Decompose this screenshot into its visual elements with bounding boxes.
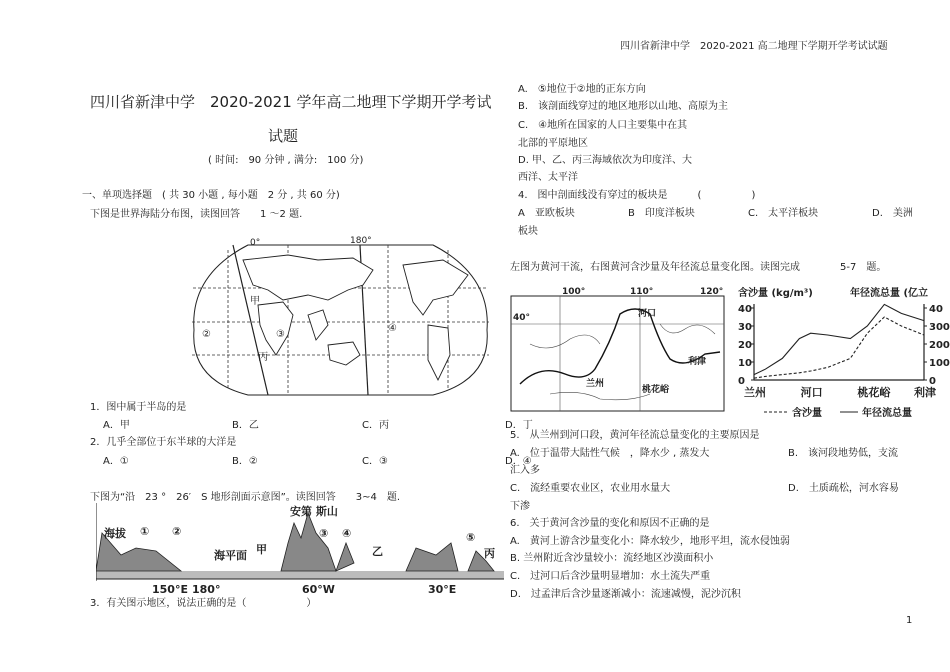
- sediment-runoff-chart: [728, 284, 950, 422]
- legend-sand: 含沙量: [792, 408, 822, 419]
- q1-opt-c: C．丙: [362, 420, 389, 431]
- page-number: 1: [906, 615, 913, 626]
- river-lon120: 120°: [700, 287, 724, 297]
- q3-opt-d: D. 甲、乙、丙三海域依次为印度洋、大: [518, 155, 693, 166]
- profile-lon60: 60°W: [302, 583, 335, 596]
- q1-opt-a: A．甲: [103, 420, 130, 431]
- map-jia: 甲: [250, 296, 260, 307]
- q2-stem: 2．几乎全部位于东半球的大洋是: [90, 437, 237, 448]
- q4-opt-d-cont: 板块: [518, 226, 538, 237]
- exam-time-info: ( 时间: 90 分钟 , 满分: 100 分): [208, 155, 364, 166]
- q5-stem: 5. 从兰州到河口段，黄河年径流总量变化的主要原因是: [510, 430, 760, 441]
- doc-title: 四川省新津中学 2020-2021 学年高二地理下学期开学考试: [90, 93, 492, 111]
- river-lijin: 利津: [688, 357, 707, 367]
- q4-opt-c: C. 太平洋板块: [748, 208, 819, 219]
- chart-category-label: 兰州: [744, 386, 766, 399]
- map-c4: ④: [388, 323, 397, 334]
- intro-q5-7: 左图为黄河干流，右图黄河含沙量及年径流总量变化图。读图完成 5-7 题。: [510, 262, 887, 273]
- profile-lon150: 150°E: [152, 583, 188, 596]
- river-lat40: 40°: [513, 313, 531, 323]
- profile-haiba: 海拔: [104, 527, 126, 540]
- chart-left-title: 含沙量 (kg/m³): [738, 288, 813, 299]
- q6-stem: 6. 关于黄河含沙量的变化和原因不正确的是: [510, 518, 710, 529]
- chart-left-tick-label: 30: [738, 322, 752, 333]
- series-runoff-line: [754, 304, 924, 374]
- q4-stem: 4. 图中剖面线没有穿过的板块是 ( ): [518, 190, 756, 201]
- world-map-figure: [188, 230, 493, 400]
- doc-title-cont: 试题: [268, 127, 299, 145]
- q4-opt-b: B 印度洋板块: [628, 208, 695, 219]
- profile-haipingmian: 海平面: [214, 549, 247, 562]
- q3-stem: 3．有关图示地区，说法正确的是（ ）: [90, 598, 317, 609]
- map-c3: ③: [276, 329, 285, 340]
- river-lanzhou: 兰州: [586, 379, 605, 389]
- terrain-profile-figure: [96, 503, 504, 597]
- q2-opt-b: B．②: [232, 456, 258, 467]
- legend-runoff: 年径流总量: [862, 408, 912, 419]
- q5-opt-c: C. 流经重要农业区，农业用水量大: [510, 483, 671, 494]
- river-lon100: 100°: [562, 287, 586, 297]
- river-taohuayu: 桃花峪: [642, 385, 670, 395]
- q2-opt-c: C．③: [362, 456, 388, 467]
- profile-c5: ⑤: [466, 531, 476, 544]
- chart-right-tick-label: 100: [929, 358, 950, 369]
- chart-category-label: 桃花峪: [857, 386, 891, 399]
- q5-opt-a: A. 位于温带大陆性气候 ，降水少 , 蒸发大: [510, 448, 710, 459]
- q2-opt-d: D．④: [505, 456, 532, 467]
- q6-opt-c: C. 过河口后含沙量明显增加：水土流失严重: [510, 571, 711, 582]
- chart-left-tick-label: 10: [738, 358, 752, 369]
- map-c2: ②: [202, 329, 211, 340]
- chart-left-tick-label: 0: [738, 376, 745, 387]
- q1-opt-d: D．丁: [505, 420, 533, 431]
- intro-q1-2: 下图是世界海陆分布图，读图回答 1 ～2 题.: [90, 209, 303, 220]
- section-heading: 一、单项选择题 ( 共 30 小题 , 每小题 2 分 , 共 60 分): [82, 190, 340, 201]
- q3-opt-d-cont: 西洋、太平洋: [518, 172, 578, 183]
- q6-opt-a: A. 黄河上游含沙量变化小：降水较少，地形平坦，流水侵蚀弱: [510, 536, 790, 547]
- series-sediment-line: [754, 317, 924, 378]
- yellow-river-map: [510, 284, 726, 414]
- profile-andes: 安第 斯山: [290, 505, 338, 518]
- q1-opt-b: B．乙: [232, 420, 259, 431]
- q5-opt-b-cont: 汇入多: [510, 465, 540, 476]
- profile-c1: ①: [140, 525, 150, 538]
- q5-opt-d-cont: 下渗: [510, 501, 530, 512]
- q1-stem: 1．图中属于半岛的是: [90, 402, 187, 413]
- profile-c3: ③: [319, 527, 329, 540]
- q6-opt-b: B. 兰州附近含沙量较小：流经地区沙漠面积小: [510, 553, 714, 564]
- profile-yi: 乙: [372, 545, 383, 558]
- profile-c4: ④: [342, 527, 352, 540]
- lon-180-label: 180°: [350, 236, 372, 246]
- chart-left-tick-label: 20: [738, 340, 752, 351]
- river-hekou: 河口: [638, 309, 657, 319]
- chart-right-tick-label: 300: [929, 322, 950, 333]
- chart-right-tick-label: 40: [929, 304, 943, 315]
- q5-opt-d: D. 土质疏松，河水容易: [788, 483, 899, 494]
- map-bing: 丙: [258, 352, 268, 363]
- intro-q3-4: 下图为“沿 23 ° 26′ S 地形剖面示意图”。读图回答 3~4 题.: [90, 492, 401, 503]
- q3-opt-a: A. ⑤地位于②地的正东方向: [518, 84, 646, 95]
- chart-right-tick-label: 0: [929, 376, 936, 387]
- q4-opt-a: A 亚欧板块: [518, 208, 575, 219]
- q5-opt-b: B. 该河段地势低，支流: [788, 448, 899, 459]
- profile-lon180: 180°: [192, 583, 221, 596]
- profile-bing: 丙: [484, 547, 495, 560]
- q6-opt-d: D. 过孟津后含沙量逐渐减小：流速减慢，泥沙沉积: [510, 589, 741, 600]
- profile-c2: ②: [172, 525, 182, 538]
- running-header: 四川省新津中学 2020-2021 高二地理下学期开学考试试题: [620, 41, 888, 52]
- chart-right-tick-label: 200: [929, 340, 950, 351]
- chart-category-label: 利津: [914, 386, 936, 399]
- q3-opt-b: B. 该剖面线穿过的地区地形以山地、高原为主: [518, 101, 729, 112]
- profile-lon30: 30°E: [428, 583, 457, 596]
- lon-0-label: 0°: [250, 238, 261, 248]
- q2-opt-a: A．①: [103, 456, 129, 467]
- q4-opt-d: D. 美洲: [872, 208, 913, 219]
- chart-category-label: 河口: [800, 386, 823, 399]
- chart-right-title: 年径流总量 (亿立: [850, 288, 929, 299]
- river-lon110: 110°: [630, 287, 654, 297]
- chart-left-tick-label: 40: [738, 304, 752, 315]
- q3-opt-c-cont: 北部的平原地区: [518, 138, 588, 149]
- q3-opt-c: C. ④地所在国家的人口主要集中在其: [518, 120, 688, 131]
- profile-jia: 甲: [256, 543, 267, 556]
